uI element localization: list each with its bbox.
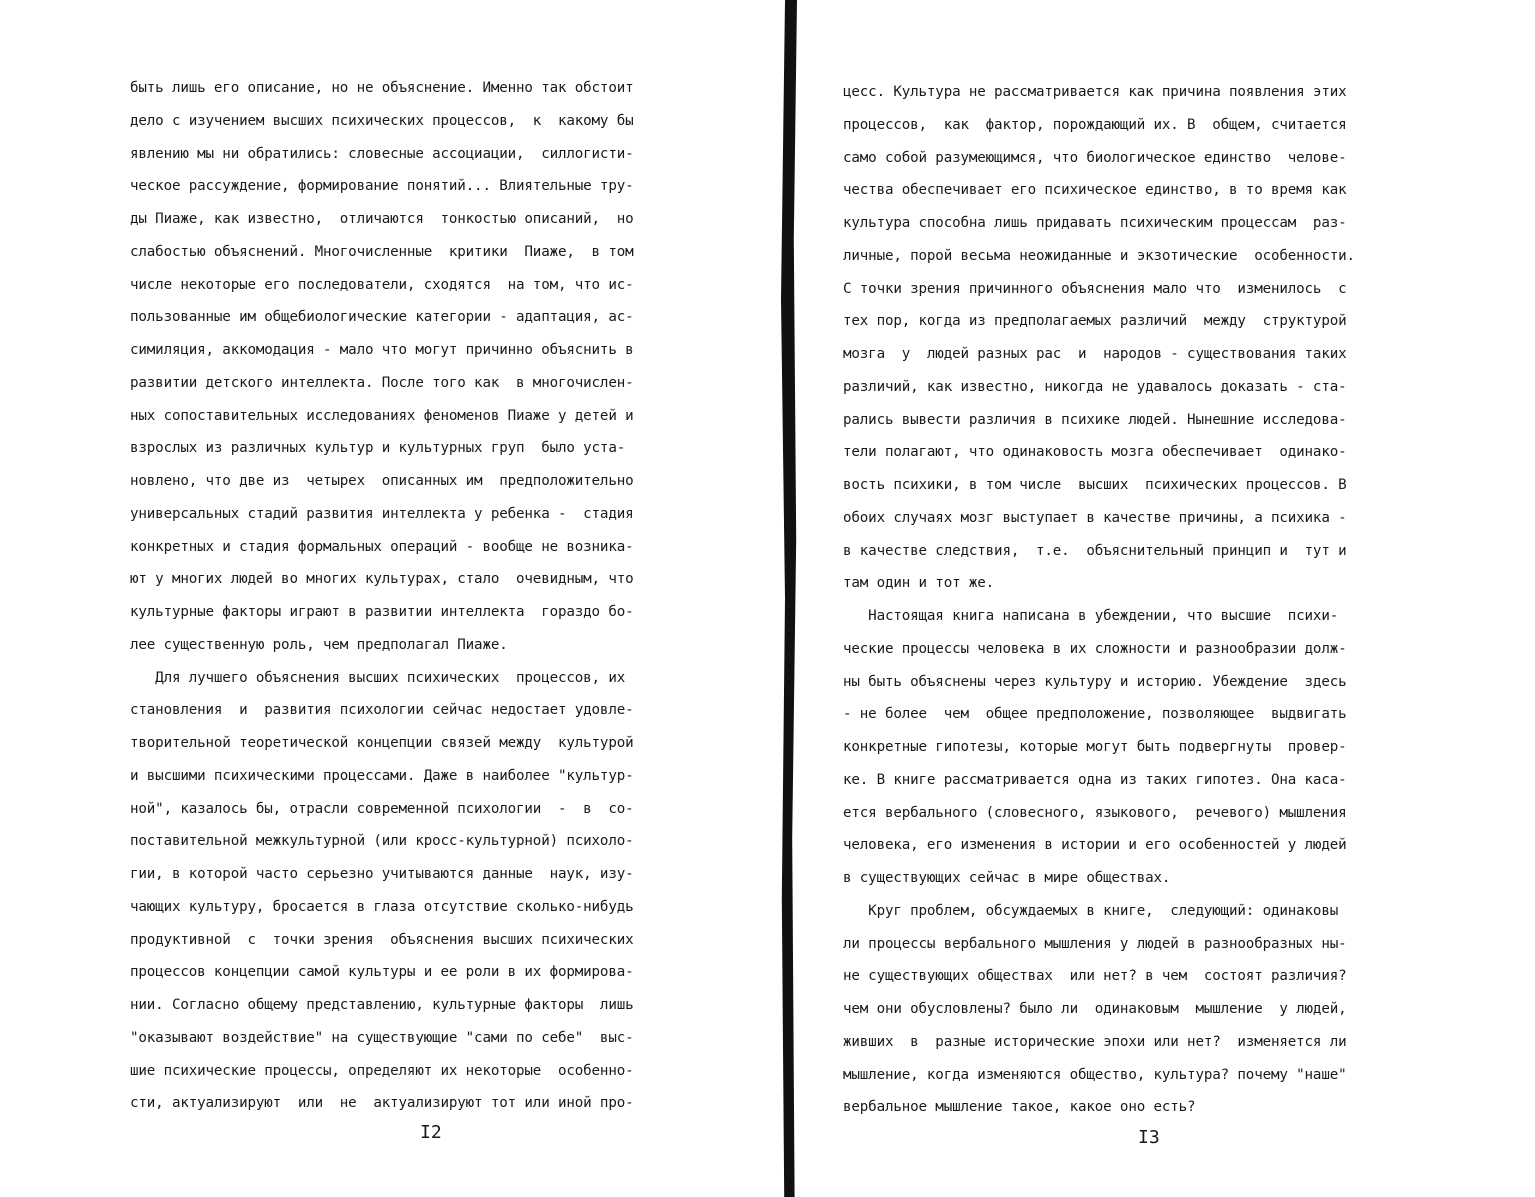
text-line: процессов, как фактор, порождающий их. В общем, считается	[843, 116, 1347, 133]
text-line: ют у многих людей во многих культурах, стало очевидным, что	[130, 571, 634, 588]
text-line: быть лишь его описание, но не объяснение. Именно так обстоит	[130, 80, 634, 96]
text-line: развитии детского интеллекта. После того как в многочислен-	[130, 374, 634, 391]
text-line: ной", казалось бы, отрасли современной психологии - в со-	[130, 800, 634, 817]
text-line: само собой разумеющимся, что биологическое единство челове-	[843, 149, 1347, 166]
text-line: обоих случаях мозг выступает в качестве причины, а психика -	[843, 509, 1347, 526]
left-page-number: I2	[420, 1122, 442, 1143]
text-line: цесс. Культура не рассматривается как причина появления этих	[843, 84, 1347, 100]
book-spine	[781, 0, 797, 1197]
text-line: там один и тот же.	[843, 575, 995, 592]
text-line: нии. Согласно общему представлению, культурные факторы лишь	[130, 997, 634, 1013]
text-line: взрослых из различных культур и культурных груп было уста-	[130, 440, 626, 457]
text-line: С точки зрения причинного объяснения мало что изменилось с	[843, 280, 1347, 297]
text-line: "оказывают воздействие" на существующие "сами по себе" выс-	[130, 1029, 634, 1046]
text-line: культура способна лишь придавать психическим процессам раз-	[843, 215, 1347, 231]
text-line: ных сопоставительных исследованиях феноменов Пиаже у детей и	[130, 407, 634, 424]
text-line: конкретных и стадия формальных операций - вообще не возника-	[130, 538, 634, 555]
text-line: продуктивной с точки зрения объяснения высших психических	[130, 931, 634, 948]
text-line: шие психические процессы, определяют их некоторые особенно-	[130, 1062, 634, 1079]
text-line: Круг проблем, обсуждаемых в книге, следующий: одинаковы	[843, 902, 1339, 919]
text-line: чества обеспечивает его психическое единство, в то время как	[843, 182, 1347, 199]
text-line: человека, его изменения в истории и его особенностей у людей	[843, 837, 1347, 854]
text-line: тех пор, когда из предполагаемых различий между структурой	[843, 313, 1347, 330]
text-line: лее существенную роль, чем предполагал Пиаже.	[130, 636, 508, 653]
text-line: становления и развития психологии сейчас недостает удовле-	[130, 702, 634, 719]
text-line: числе некоторые его последователи, сходятся на том, что ис-	[130, 276, 634, 293]
text-line: универсальных стадий развития интеллекта у ребенка - стадия	[130, 505, 634, 522]
text-line: в существующих сейчас в мире обществах.	[843, 870, 1171, 886]
text-line: мозга у людей разных рас и народов - существования таких	[843, 346, 1347, 362]
text-line: ческое рассуждение, формирование понятий... Влиятельные тру-	[130, 178, 634, 195]
text-line: мышление, когда изменяются общество, культура? почему "наше"	[843, 1066, 1347, 1083]
text-line: гии, в которой часто серьезно учитываются данные наук, изу-	[130, 866, 634, 882]
text-line: в качестве следствия, т.е. объяснительный принцип и тут и	[843, 542, 1347, 559]
right-page	[805, 0, 1535, 1197]
text-line: чем они обусловлены? было ли одинаковым мышление у людей,	[843, 1001, 1347, 1017]
text-line: ны быть объяснены через культуру и историю. Убеждение здесь	[843, 673, 1347, 690]
text-line: сти, актуализируют или не актуализируют тот или иной про-	[130, 1095, 634, 1112]
text-line: различий, как известно, никогда не удавалось доказать - ста-	[843, 378, 1347, 395]
right-page-text	[843, 76, 1458, 1124]
text-line: Настоящая книга написана в убеждении, что высшие психи-	[843, 608, 1339, 624]
text-line: личные, порой весьма неожиданные и экзотические особенности.	[843, 247, 1355, 264]
left-page-text	[130, 72, 740, 1120]
text-line: чающих культуру, бросается в глаза отсутствие сколько-нибудь	[130, 898, 634, 915]
text-line: ли процессы вербального мышления у людей в разнообразных ны-	[843, 935, 1347, 952]
text-line: ческие процессы человека в их сложности и разнообразии долж-	[843, 640, 1347, 657]
text-line: пользованные им общебиологические категории - адаптация, ас-	[130, 309, 634, 326]
text-line: новлено, что две из четырех описанных им предположительно	[130, 473, 634, 489]
text-line: симиляция, аккомодация - мало что могут причинно объяснить в	[130, 342, 634, 358]
text-line: дело с изучением высших психических процессов, к какому бы	[130, 112, 634, 129]
right-page-number: I3	[1138, 1127, 1160, 1148]
text-line: явлению мы ни обратились: словесные ассоциации, силлогисти-	[130, 145, 634, 162]
text-line: Для лучшего объяснения высших психических процессов, их	[130, 669, 626, 686]
text-line: культурные факторы играют в развитии интеллекта гораздо бо-	[130, 604, 634, 620]
text-line: - не более чем общее предположение, позволяющее выдвигать	[843, 706, 1347, 723]
text-line: не существующих обществах или нет? в чем состоят различия?	[843, 968, 1347, 985]
text-line: ется вербального (словесного, языкового, речевого) мышления	[843, 804, 1347, 821]
text-line: живших в разные исторические эпохи или нет? изменяется ли	[843, 1033, 1347, 1050]
text-line: конкретные гипотезы, которые могут быть подвергнуты провер-	[843, 739, 1347, 755]
text-line: поставительной межкультурной (или кросс-культурной) психоло-	[130, 833, 634, 850]
text-line: ды Пиаже, как известно, отличаются тонкостью описаний, но	[130, 211, 634, 227]
text-line: творительной теоретической концепции связей между культурой	[130, 735, 634, 751]
text-line: слабостью объяснений. Многочисленные критики Пиаже, в том	[130, 243, 634, 260]
text-line: и высшими психическими процессами. Даже в наиболее "культур-	[130, 767, 634, 784]
text-line: вость психики, в том числе высших психических процессов. В	[843, 477, 1347, 493]
text-line: ке. В книге рассматривается одна из таких гипотез. Она каса-	[843, 771, 1347, 788]
text-line: процессов концепции самой культуры и ее роли в их формирова-	[130, 964, 634, 981]
text-line: вербальное мышление такое, какое оно есть?	[843, 1099, 1196, 1116]
text-line: рались вывести различия в психике людей. Нынешние исследова-	[843, 411, 1347, 428]
text-line: тели полагают, что одинаковость мозга обеспечивает одинако-	[843, 444, 1347, 461]
